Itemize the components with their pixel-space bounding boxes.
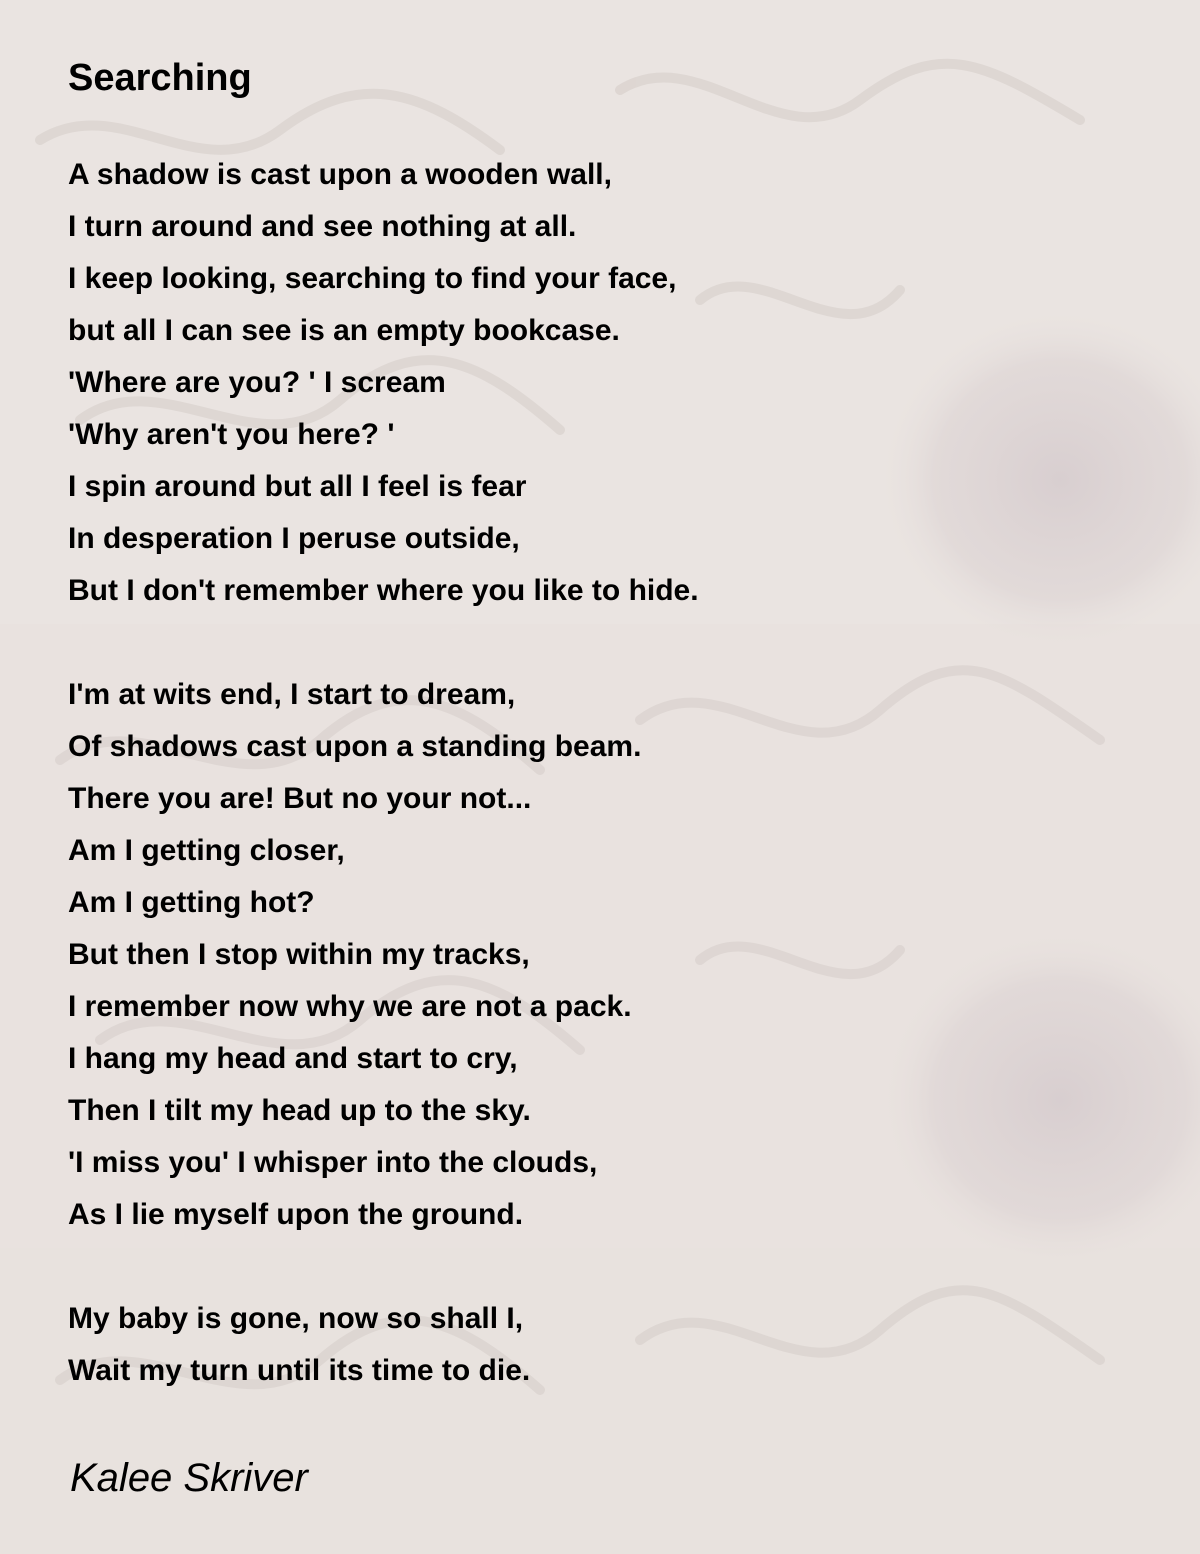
- poem-line: I spin around but all I feel is fear: [68, 470, 527, 503]
- poem-line: There you are! But no your not...: [68, 782, 532, 815]
- poem-line: But I don't remember where you like to hide.: [68, 574, 699, 607]
- poem-line: A shadow is cast upon a wooden wall,: [68, 158, 612, 191]
- poem-line: I'm at wits end, I start to dream,: [68, 678, 516, 711]
- poem-line: Of shadows cast upon a standing beam.: [68, 730, 642, 763]
- poem-line: I keep looking, searching to find your face,: [68, 262, 677, 295]
- poem-line: 'Why aren't you here? ': [68, 418, 395, 451]
- poem-line: 'Where are you? ' I scream: [68, 366, 446, 399]
- poem-line: but all I can see is an empty bookcase.: [68, 314, 620, 347]
- poem-line: But then I stop within my tracks,: [68, 938, 530, 971]
- poem-line: Am I getting closer,: [68, 834, 345, 867]
- poem-line: My baby is gone, now so shall I,: [68, 1302, 524, 1335]
- poem-line: I remember now why we are not a pack.: [68, 990, 632, 1023]
- stanza-1: [68, 149, 699, 617]
- poem-title: Searching: [68, 57, 252, 99]
- poem-line: 'I miss you' I whisper into the clouds,: [68, 1146, 598, 1179]
- poem-line: As I lie myself upon the ground.: [68, 1198, 524, 1231]
- poem-line: I hang my head and start to cry,: [68, 1042, 518, 1075]
- poem-line: Then I tilt my head up to the sky.: [68, 1094, 531, 1127]
- poem-line: Wait my turn until its time to die.: [68, 1354, 531, 1387]
- poem-line: In desperation I peruse outside,: [68, 522, 520, 555]
- poem-line: Am I getting hot?: [68, 886, 315, 919]
- poem-author: Kalee Skriver: [70, 1456, 308, 1500]
- poem-line: I turn around and see nothing at all.: [68, 210, 577, 243]
- stanza-2: [68, 669, 641, 1241]
- stanza-3: [68, 1293, 530, 1397]
